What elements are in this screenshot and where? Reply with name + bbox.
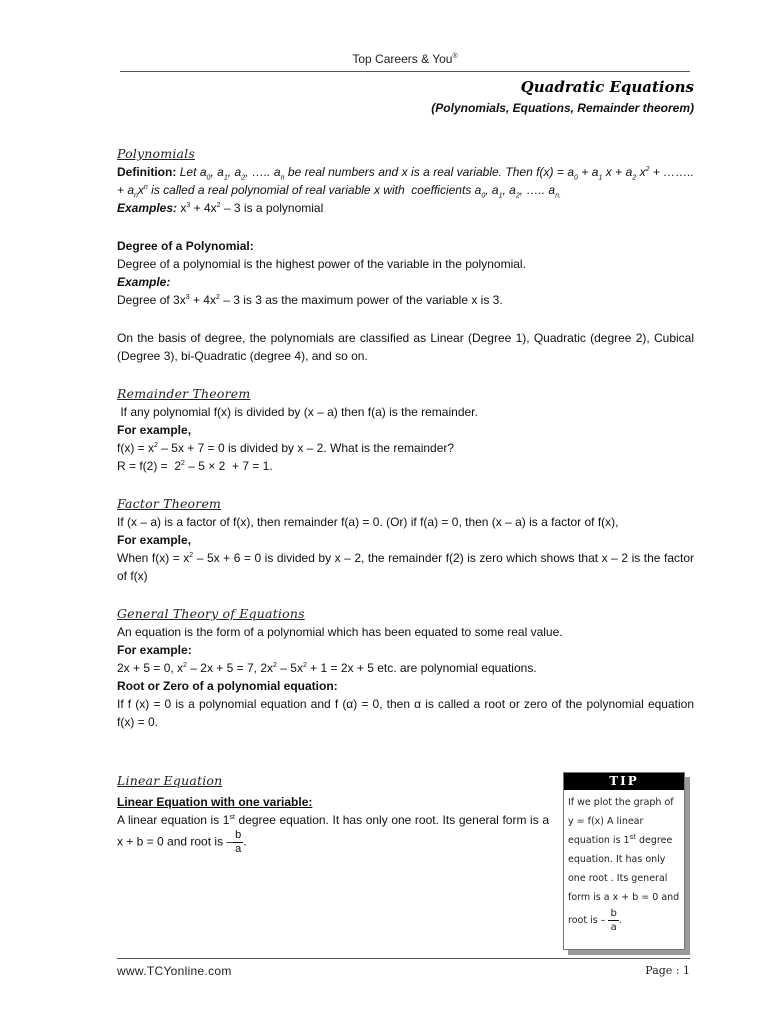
linear-sub-heading: Linear Equation with one variable:	[117, 795, 313, 809]
root-heading: Root or Zero of a polynomial equation:	[117, 679, 338, 693]
remainder-text: If any polynomial f(x) is divided by (x – a) then f(a) is the remainder.	[120, 405, 478, 419]
factor-for-example: For example,	[117, 533, 192, 547]
remainder-example-1: $f(x) = x^2 - 5x + 7 = 0$ is divided by x – 2. What is the remainder?	[117, 441, 455, 455]
root-text: If f (x) = 0 is a polynomial equation and f (α) = 0, then α is called a root or zero of the polynomial equation f(x) = 0.	[117, 697, 694, 729]
page-title: Quadratic Equations	[520, 78, 694, 96]
tip-root-fraction: $\frac{b}{a}$	[610, 908, 617, 933]
section-heading-general-theory: General Theory of Equations	[117, 606, 305, 621]
degree-text: Degree of a polynomial is the highest power of the variable in the polynomial.	[117, 257, 526, 271]
factor-text: If (x – a) is a factor of f(x), then remainder f(a) = 0. (Or) if f(a) = 0, then (x – a) is a factor of f(x),	[117, 515, 619, 529]
example-label: Example:	[117, 275, 171, 289]
linear-text: A linear equation is 1st degree equation. It has only one root. Its general form is a x + b = 0 and root is – $\frac{b}{a}$ .	[117, 813, 549, 855]
section-heading-linear-equation: Linear Equation	[117, 773, 223, 788]
root-fraction: $\frac{b}{a}$	[235, 829, 242, 855]
definition-label: Definition:	[117, 165, 177, 179]
general-text: An equation is the form of a polynomial which has been equated to some real value.	[117, 625, 563, 639]
examples-label: Examples:	[117, 201, 178, 215]
header-rule	[120, 71, 690, 72]
page-subtitle: (Polynomials, Equations, Remainder theorem)	[431, 101, 694, 115]
remainder-for-example: For example,	[117, 423, 192, 437]
factor-example: When $f(x) = x^2 - 5x + 6 = 0$ is divided by x – 2, the remainder f(2) is zero which shows that x – 2 is the factor of f(x)	[117, 551, 695, 583]
section-heading-polynomials: Polynomials	[117, 146, 195, 161]
section-heading-remainder-theorem: Remainder Theorem	[117, 386, 251, 401]
classification-text: On the basis of degree, the polynomials are classified as Linear (Degree 1), Quadratic (degree 2), Cubical (Degree 3), bi-Quadratic (degree 4), and so on.	[117, 331, 694, 363]
linear-equation-section	[117, 772, 549, 856]
section-heading-factor-theorem: Factor Theorem	[117, 496, 222, 511]
tip-text: If we plot the graph of y = f(x) A linear equation is 1st degree equation. It has only one root . Its general form is a x + b = 0 and root is – $\frac{b}{a}$ .	[568, 797, 680, 933]
degree-heading: Degree of a Polynomial:	[117, 239, 254, 253]
remainder-example-2: $R = f(2) = 2^2 - 5 \times 2 + 7 = 1$.	[117, 459, 273, 473]
main-content	[117, 145, 694, 731]
footer-rule	[117, 958, 690, 959]
header-brand: Top Careers & You	[352, 52, 453, 66]
registered-mark: ®	[452, 53, 458, 60]
tip-heading: TIP	[564, 773, 684, 790]
page-header	[120, 52, 690, 66]
general-for-example: For example:	[117, 643, 192, 657]
examples-line: Examples: $x^3 + 4x^2 - 3$ is a polynomial	[117, 201, 324, 215]
definition-paragraph: Definition: Let $a_0$, $a_1$, $a_2$, ….. $a_n$ be real numbers and x is a real variable. Then $f(x) = a_0 + a_1$ $x + a_2$ $x^2$ + …….. + $a_nx^n$ is called a real polynomial of real variable x with coefficients $a_0$, $a_1$, $a_2$, ….. $a_{n.}$	[117, 165, 695, 200]
general-example: 2x + 5 = 0, $x^2 - 2x + 5 = 7$, $2x^2 - 5x^2 + 1 = 2x + 5$ etc. are polynomial equations.	[117, 661, 537, 675]
tip-box	[563, 772, 685, 950]
footer-website: www.TCYonline.com	[117, 964, 232, 978]
degree-example: Degree of $3x^3 + 4x^2 - 3$ is 3 as the maximum power of the variable x is 3.	[117, 293, 503, 307]
footer-page-number: Page : 1	[645, 964, 690, 977]
